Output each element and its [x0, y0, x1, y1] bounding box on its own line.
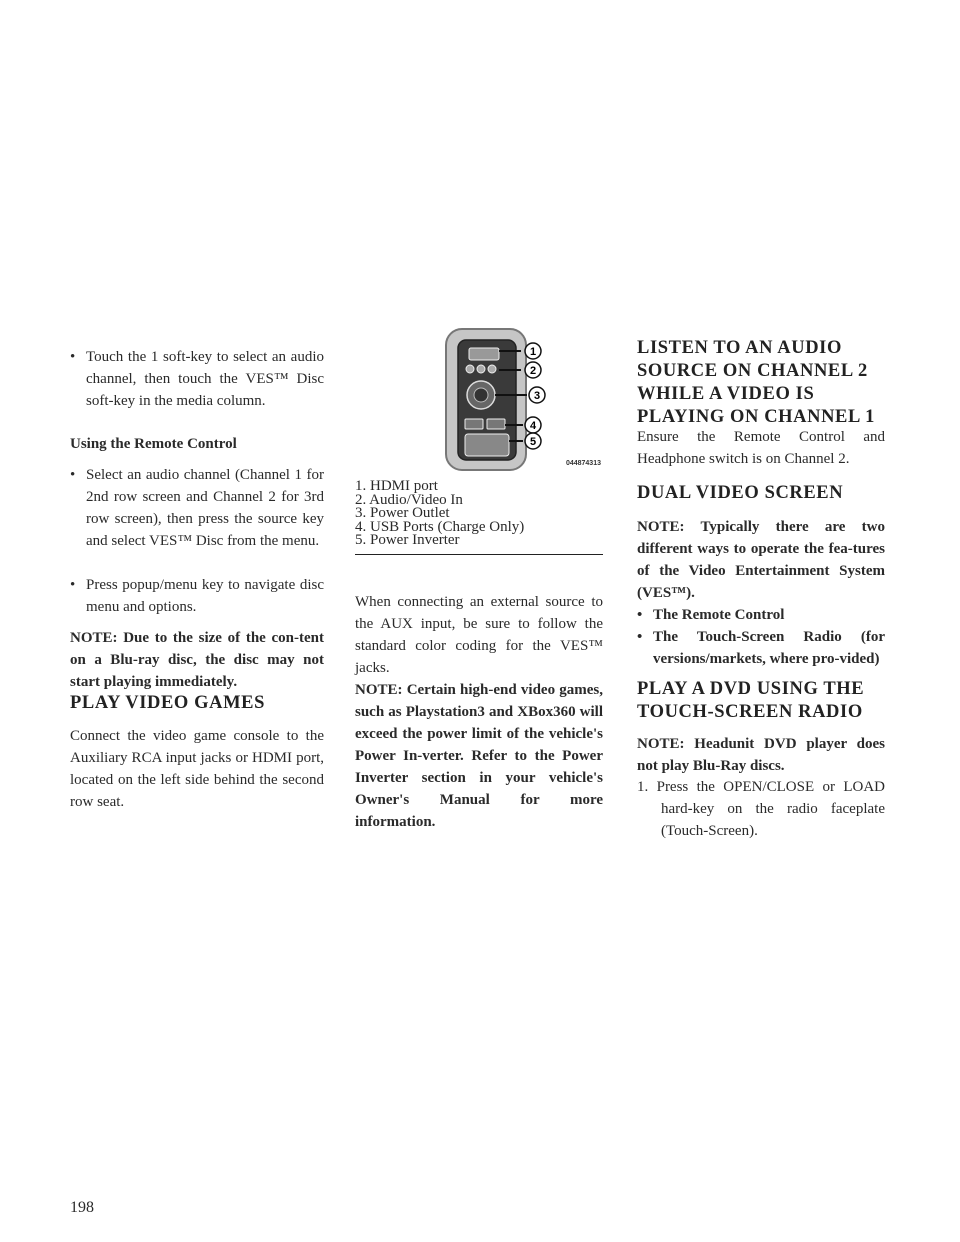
bullet-remote-control: • The Remote Control	[637, 607, 785, 623]
heading-dual-video-screen: DUAL VIDEO SCREEN	[637, 483, 844, 503]
figure-captions	[355, 480, 603, 555]
bullet-touch-screen-radio: • The Touch-Screen Radio (for versions/markets, where pro-vided)	[637, 629, 885, 667]
heading-play-video-games: PLAY VIDEO GAMES	[70, 693, 265, 713]
auxiliary-panel-diagram	[443, 327, 603, 475]
svg-text:5: 5	[529, 436, 537, 448]
subheading-remote-control: Using the Remote Control	[70, 436, 237, 452]
paragraph-listen: Ensure the Remote Control and Headphone switch is on Channel 2.	[637, 429, 885, 467]
note-headunit-dvd: NOTE: Headunit DVD player does not play Blu-Ray discs.	[637, 736, 885, 774]
svg-text:1: 1	[529, 346, 537, 358]
caption-3: 3. Power Outlet	[355, 505, 450, 521]
caption-4: 4. USB Ports (Charge Only)	[355, 518, 525, 535]
svg-text:4: 4	[529, 420, 537, 432]
bullet-touch-soft-key: • Touch the 1 soft-key to select an audio channel, then touch the VES™ Disc soft-key in the media column.	[70, 349, 324, 409]
svg-text:3: 3	[533, 390, 541, 402]
caption-1: 1. HDMI port	[355, 478, 438, 494]
paragraph-video-games: Connect the video game console to the Auxiliary RCA input jacks or HDMI port, located on the left side behind the second row seat.	[70, 728, 324, 810]
power-inverter	[465, 434, 509, 456]
hdmi-port	[469, 348, 499, 360]
av-jack-2	[477, 365, 485, 373]
bullet-select-audio-channel: • Select an audio channel (Channel 1 for 2nd row screen and Channel 2 for 3rd row screen), then press the source key and select VES™ Disc from the menu.	[70, 467, 324, 549]
note-power-inverter: NOTE: Certain high-end video games, such as Playstation3 and XBox360 will exceed the power limit of the vehicle's Power In-verter. Refer to the Power Inverter section in your vehicle's Owner's Manual for more information.	[355, 682, 603, 830]
power-outlet-core	[474, 388, 488, 402]
av-jack-3	[488, 365, 496, 373]
page-number: 198	[70, 1199, 94, 1216]
step-1-open-close: 1. Press the OPEN/CLOSE or LOAD hard-key on the radio faceplate (Touch-Screen).	[637, 779, 885, 839]
heading-listen-audio-channel-2: LISTEN TO AN AUDIO SOURCE ON CHANNEL 2 WHILE A VIDEO IS PLAYING ON CHANNEL 1	[637, 338, 875, 427]
svg-text:2: 2	[529, 365, 537, 377]
usb-port-1	[465, 419, 483, 429]
caption-2: 2. Audio/Video In	[355, 491, 463, 508]
heading-play-dvd: PLAY A DVD USING THE TOUCH-SCREEN RADIO	[637, 679, 865, 722]
av-jack-1	[466, 365, 474, 373]
note-two-ways: NOTE: Typically there are two different ways to operate the fea-tures of the Video Entertainment System (VES™).	[637, 519, 885, 601]
bullet-popup-menu: • Press popup/menu key to navigate disc menu and options.	[70, 577, 324, 615]
figure-code: 044874313	[565, 460, 601, 467]
paragraph-aux-input: When connecting an external source to the AUX input, be sure to follow the standard color coding for the VES™ jacks.	[355, 594, 603, 676]
auxiliary-panel-figure	[443, 327, 603, 480]
usb-port-2	[487, 419, 505, 429]
caption-5: 5. Power Inverter	[355, 532, 460, 548]
note-blu-ray: NOTE: Due to the size of the con-tent on a Blu-ray disc, the disc may not start playing immediately.	[70, 630, 324, 690]
